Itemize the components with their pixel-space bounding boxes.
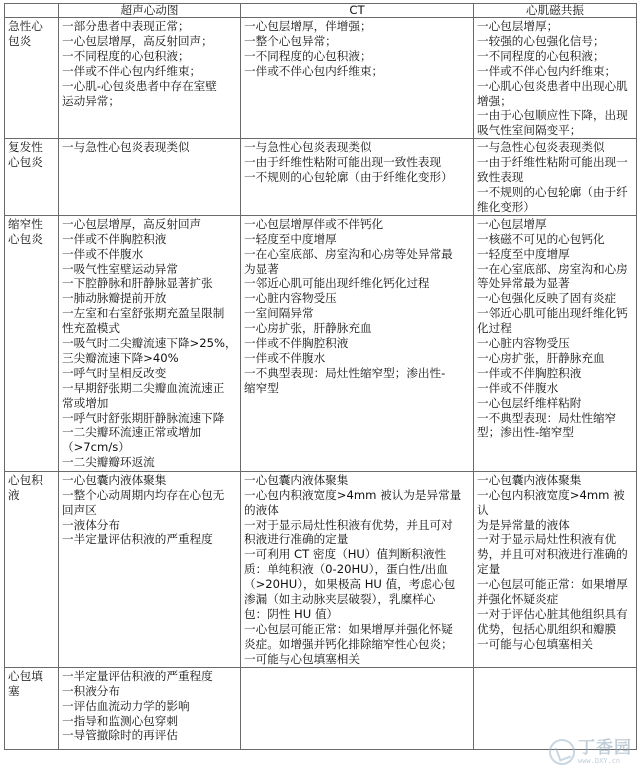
row-label [5,471,59,667]
header-cmr: 心肌磁共振 [474,4,637,18]
row-label-line: 包炎 [8,33,32,48]
cell-line: 一心包囊内液体聚集 [477,472,582,487]
cell-line: 一积液分布 [62,683,120,698]
cell-line: 包：阴性 HU 值） [244,606,339,621]
table-row [5,215,637,471]
cell-line: 一由于纤维性粘附可能出现一致性表现 [244,155,442,170]
cell-line: 一与急性心包炎表现类似 [62,140,190,155]
cell-line: 一心包层增厚，高反射回声 [62,216,202,231]
cell-line: 一心包层可能正常：如果增厚并强化怀疑 [244,621,453,636]
cell-echo [59,215,241,471]
cell-line: 一室间隔异常 [244,306,314,321]
cell-line: 一对于评估心脏其他组织具有 [477,606,628,621]
cell-line: 一半定量评估积液的严重程度 [62,532,213,547]
cell-line: 一伴或不伴心包内纤维束； [244,63,384,78]
cell-line: 优势，包括心肌组织和瓣膜 [477,621,617,636]
table-row [5,139,637,216]
cell-line: 一吸气性室壁运动异常 [62,261,178,276]
cell-line: 一心包强化反映了固有炎症 [477,291,617,306]
row-label-line: 心包炎 [8,155,43,170]
cell-line: 三尖瓣流速下降>40% [62,350,179,365]
header-row [5,4,637,18]
cell-line: 一伴或不伴腹水 [477,380,559,395]
table-row [5,18,637,139]
row-label-line: 复发性 [8,140,43,155]
cell-line: 质：单纯积液（0-20HU），蛋白性/出血 [244,562,448,577]
cell-line: 一心房扩张，肝静脉充血 [244,321,372,336]
cell-line: 一肺动脉瓣提前开放 [62,291,167,306]
cell-line: 一不规则的心包轮廓（由于纤 [477,184,628,199]
cell-line: 一早期舒张期二尖瓣血流流速正 [62,380,225,395]
cell-line: 一不同程度的心包积液； [244,48,372,63]
cell-line: 一邻近心肌可能出现纤维化钙化过程 [244,276,430,291]
cell-line: 一在心室底部、房室沟和心房等处异常最 [244,246,453,261]
cell-ct [241,471,474,667]
cell-echo [59,667,241,749]
cell-line: 定量 [477,562,501,577]
cell-line: 渗漏（如主动脉夹层破裂），乳糜样心 [244,592,436,607]
cell-line: 一导管撤除时的再评估 [62,728,178,743]
cell-line: 一轻度至中度增厚 [244,231,337,246]
cell-line: 一半定量评估积液的严重程度 [62,668,213,683]
cell-line: 一伴或不伴心包内纤维束； [477,63,617,78]
cell-line: 一邻近心肌可能出现纤维化钙 [477,306,628,321]
cell-line: 一伴或不伴腹水 [244,350,326,365]
cell-line: 回声区 [62,502,97,517]
row-label-line: 心包填 [8,668,43,683]
table-row [5,471,637,667]
cell-line: 的液体 [244,502,279,517]
cell-echo [59,139,241,216]
cell-line: 一与急性心包炎表现类似 [244,140,372,155]
header-empty [5,4,59,18]
cell-line: 一核磁不可见的心包钙化 [477,231,605,246]
row-label-line: 液 [8,487,20,502]
cell-line: 一心包囊内液体聚集 [244,472,349,487]
cell-line: 一由于心包顺应性下降，出现 [477,108,628,123]
cell-line: 一吸气时二尖瓣流速下降>25%， [62,336,237,351]
watermark [549,739,632,765]
watermark-url: www.DXY.cn [578,757,621,765]
cell-line: 一心包层增厚伴或不伴钙化 [244,216,384,231]
cell-line: 一伴或不伴腹水 [62,246,144,261]
row-label-line: 急性心 [8,19,43,33]
cell-line: 一不典型表现：局灶性缩窄型；渗出性- [244,365,446,380]
cell-line: 一轻度至中度增厚 [477,246,570,261]
cell-ct [241,18,474,139]
cell-line: 一心包层纤维样粘附 [477,395,582,410]
cell-line: 一左室和右室舒张期充盈呈限制 [62,306,225,321]
cell-line: 一心包层可能正常：如果增厚 [477,577,628,592]
header-echocardiography: 超声心动图 [59,4,241,18]
cell-line: 一伴或不伴胸腔积液 [244,336,349,351]
watermark-text [578,739,632,765]
cell-line: 一对于显示局灶性积液有优势，并且可对 [244,517,453,532]
cell-line: 一较强的心包强化信号； [477,33,605,48]
row-label [5,18,59,139]
cell-line: 一与急性心包炎表现类似 [477,140,605,155]
cell-line: 一心肌心包炎患者中出现心肌 [477,78,628,93]
cell-line: 一可利用 CT 密度（HU）值判断积液性 [244,547,447,562]
cell-line: 一下腔静脉和肝静脉显著扩张 [62,276,213,291]
cell-line: 型；渗出性-缩窄型 [477,425,574,440]
cell-line: 为是异常量的液体 [477,517,570,532]
row-label-line: 心包积 [8,472,43,487]
cell-line: 一伴或不伴胸腔积液 [477,365,582,380]
cell-line: 一不同程度的心包积液； [62,48,190,63]
cell-line: 一心包层增厚，高反射回声； [62,33,213,48]
cell-line: 积液进行准确的定量 [244,532,349,547]
row-label [5,139,59,216]
row-label-line: 塞 [8,683,20,698]
cell-line: 一不同程度的心包积液； [477,48,605,63]
cell-line: 一心包囊内液体聚集 [62,472,167,487]
cell-line: 一心肌-心包炎患者中存在室壁 [62,78,217,93]
cell-line: 一不典型表现：局灶性缩窄 [477,410,617,425]
header-ct: CT [241,4,474,18]
dxy-logo-icon [549,739,575,765]
cell-line: 致性表现 [477,170,524,185]
cell-ct [241,215,474,471]
cell-line: 增强； [477,93,512,108]
cell-line: 一指导和监测心包穿刺 [62,713,178,728]
cell-line: 一心包内积液宽度>4mm 被认为是异常量 [244,487,462,502]
cell-line: 一心包内积液宽度>4mm 被认 [477,487,625,517]
cell-line: 炎症。如增强并钙化排除缩窄性心包炎； [244,636,453,651]
cell-line: 等处异常最为显著 [477,276,570,291]
cell-line: 势，并且可对积液进行准确的 [477,547,628,562]
cell-line: 性充盈模式 [62,321,120,336]
cell-line: 一对于显示局灶性积液有优 [477,532,617,547]
row-label-line: 缩窄性 [8,216,43,231]
table-body [5,18,637,750]
cell-cmr [474,471,637,667]
cell-cmr [474,139,637,216]
cell-line: 一二尖瓣瓣环返流 [62,455,155,470]
cell-cmr [474,667,637,749]
cell-line: 一心脏内容物受压 [477,336,570,351]
cell-line: 一由于纤维性粘附可能出现一 [477,155,628,170]
cell-line: （>20HU），如果极高 HU 值，考虑心包 [244,577,456,592]
cell-line: 一二尖瓣环流速正常或增加 [62,425,202,440]
cell-line: 一心包层增厚； [477,19,559,33]
cell-line: 一可能与心包填塞相关 [477,636,593,651]
row-label [5,215,59,471]
cell-line: 一液体分布 [62,517,120,532]
cell-line: 并强化怀疑炎症 [477,592,559,607]
cell-line: 一部分患者中表现正常； [62,19,190,33]
table-row [5,667,637,749]
cell-line: 一呼气时舒张期肝静脉流速下降 [62,410,225,425]
cell-line: 一不规则的心包轮廓（由于纤维化变形） [244,170,453,185]
cell-ct [241,139,474,216]
cell-echo [59,471,241,667]
cell-line: 维化变形） [477,199,535,214]
cell-line: 吸气性室间隔变平； [477,123,582,138]
cell-cmr [474,215,637,471]
cell-line: 一整个心包异常； [244,33,337,48]
cell-line: 一可能与心包填塞相关 [244,651,360,666]
watermark-title: 丁香园 [578,738,632,758]
cell-line: 一伴或不伴胸腔积液 [62,231,167,246]
cell-line: 一心包层增厚 [477,216,547,231]
cell-line: 一呼气时呈相反改变 [62,365,167,380]
comparison-table [4,3,637,750]
row-label [5,667,59,749]
cell-ct [241,667,474,749]
cell-line: 一心脏内容物受压 [244,291,337,306]
cell-line: 一伴或不伴心包内纤维束； [62,63,202,78]
cell-line: 运动异常； [62,93,120,108]
cell-line: 为显著 [244,261,279,276]
cell-line: 一心包层增厚，伴增强； [244,19,372,33]
cell-echo [59,18,241,139]
cell-line: 一心房扩张，肝静脉充血 [477,350,605,365]
cell-line: 化过程 [477,321,512,336]
cell-line: 缩窄型 [244,380,279,395]
cell-line: 一整个心动周期内均存在心包无 [62,487,225,502]
cell-line: 一在心室底部、房室沟和心房 [477,261,628,276]
cell-line: 一评估血流动力学的影响 [62,698,190,713]
cell-line: （>7cm/s） [62,440,130,455]
cell-cmr [474,18,637,139]
row-label-line: 心包炎 [8,231,43,246]
cell-line: 常或增加 [62,395,109,410]
